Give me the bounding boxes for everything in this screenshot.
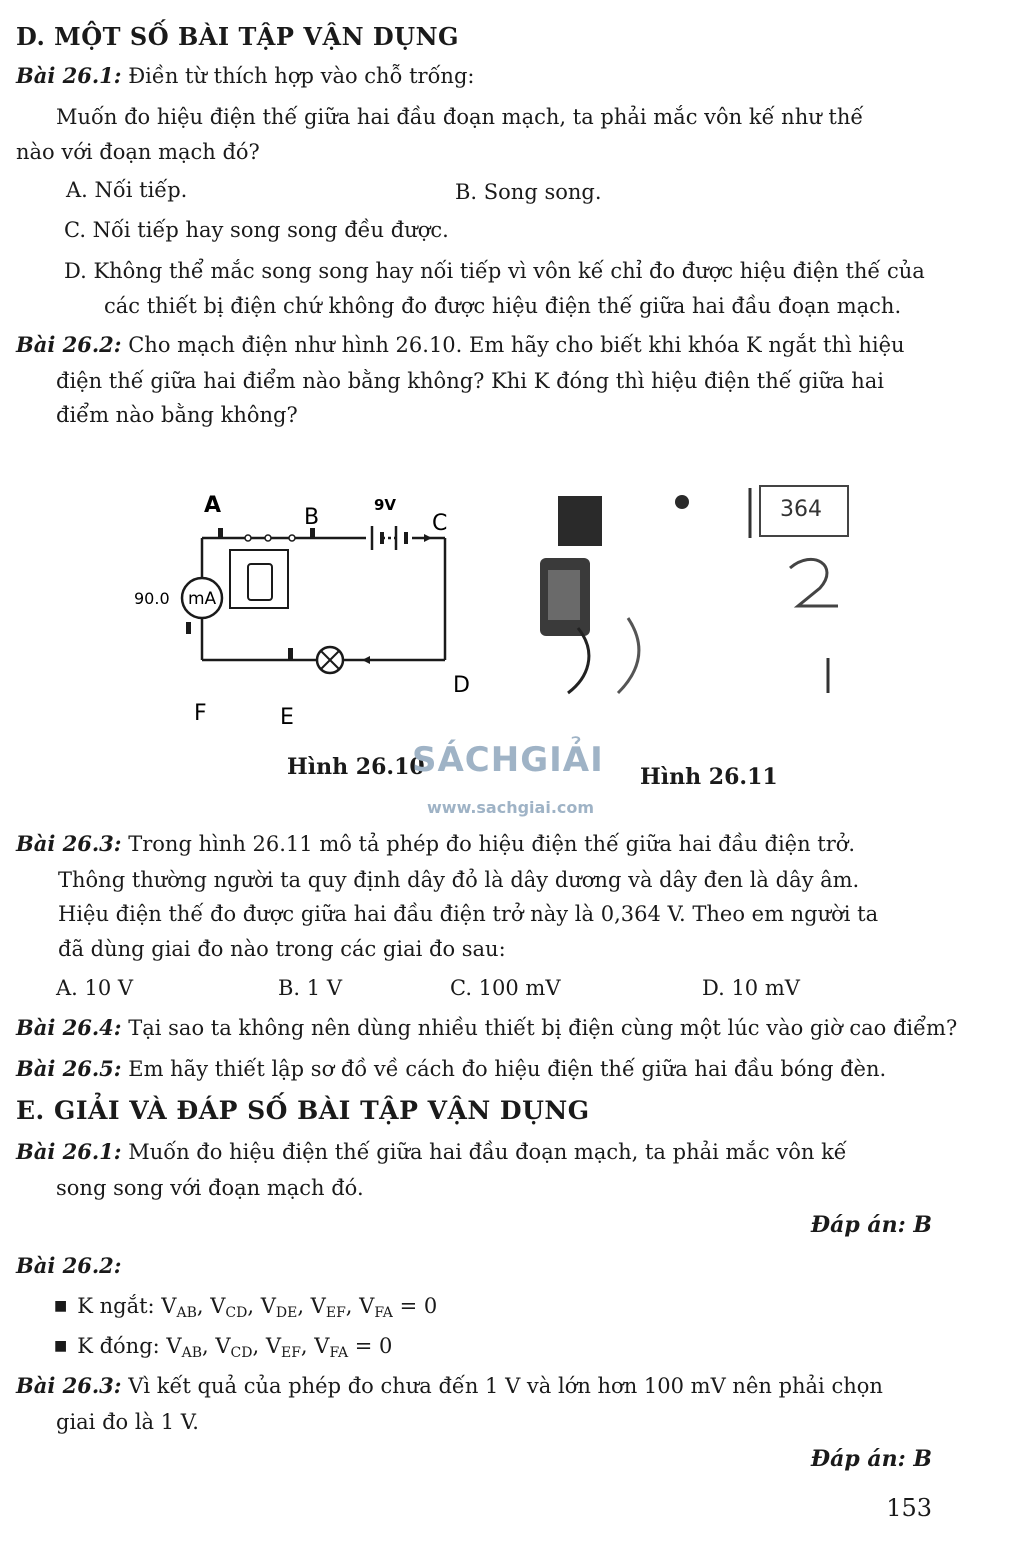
exercise-2-label: Bài 26.2:	[16, 332, 122, 357]
exercise-3-option-a: A. 10 V	[56, 976, 134, 1000]
solution-3-text-line1: Vì kết quả của phép đo chưa đến 1 V và lớn hơn 100 mV nên phải chọn	[128, 1374, 883, 1398]
exercise-1-instruction: Điền từ thích hợp vào chỗ trống:	[128, 64, 475, 88]
exercise-4	[16, 1014, 957, 1042]
arrow-right-icon	[424, 534, 432, 542]
knob-icon	[675, 495, 689, 509]
exercise-1-label: Bài 26.1:	[16, 63, 122, 88]
bullet-icon: ■	[54, 1338, 68, 1354]
solution-2-label: Bài 26.2:	[16, 1253, 122, 1278]
bullet-icon: ■	[54, 1298, 68, 1314]
exercise-4-label: Bài 26.4:	[16, 1015, 122, 1040]
exercise-1-option-b: B. Song song.	[455, 180, 602, 204]
exercise-5-label: Bài 26.5:	[16, 1056, 122, 1081]
exercise-3-line4: đã dùng giai đo nào trong các giai đo sau:	[58, 937, 506, 961]
point-f-label: F	[194, 701, 207, 726]
watermark-logo: SÁCHGIẢI	[412, 740, 604, 780]
exercise-3-line2: Thông thường người ta quy định dây đỏ là dây dương và dây đen là dây âm.	[58, 868, 860, 892]
terminal-2	[265, 535, 271, 541]
exercise-3-line1	[16, 830, 855, 858]
arrow-left-icon	[362, 656, 370, 664]
exercise-2-line3: điểm nào bằng không?	[56, 403, 298, 427]
closed-prefix: K đóng:	[77, 1334, 167, 1358]
probe-a	[218, 528, 223, 538]
solution-3-line2: giai đo là 1 V.	[56, 1410, 199, 1434]
watermark-url: www.sachgiai.com	[427, 798, 595, 817]
exercise-2-line2: điện thế giữa hai điểm nào bằng không? Khi K đóng thì hiệu điện thế giữa hai	[56, 369, 885, 393]
switch-rocker-icon	[248, 564, 272, 600]
page-number: 153	[886, 1494, 932, 1522]
resistor-body	[548, 570, 580, 620]
ammeter-label: mA	[188, 589, 217, 609]
solution-3-label: Bài 26.3:	[16, 1373, 122, 1398]
circuit-diagram	[120, 480, 480, 740]
exercise-1-question-line1: Muốn đo hiệu điện thế giữa hai đầu đoạn mạch, ta phải mắc vôn kế như thế	[56, 105, 864, 129]
open-prefix: K ngắt:	[77, 1294, 162, 1318]
solution-2-closed: ■ K đóng: $V_{AB}$, $V_{CD}$, $V_{EF}$, $V_{FA} = 0$	[54, 1334, 393, 1361]
probe-e	[288, 648, 293, 660]
exercise-1-option-a: A. Nối tiếp.	[66, 178, 188, 202]
exercise-2-line1	[16, 331, 905, 359]
exercise-1-option-d-line1: D. Không thể mắc song song hay nối tiếp vì vôn kế chỉ đo được hiệu điện thế của	[64, 259, 925, 283]
solution-1-line1	[16, 1138, 847, 1166]
exercise-3-line3: Hiệu điện thế đo được giữa hai đầu điện trở này là 0,364 V. Theo em người ta	[58, 902, 879, 926]
solution-1-text-line1: Muốn đo hiệu điện thế giữa hai đầu đoạn mạch, ta phải mắc vôn kế	[128, 1140, 847, 1164]
section-e-title: E. GIẢI VÀ ĐÁP SỐ BÀI TẬP VẬN DỤNG	[16, 1096, 590, 1125]
battery-label: 9V	[374, 496, 397, 514]
point-c-label: C	[432, 511, 448, 536]
exercise-1-header	[16, 62, 474, 90]
point-d-label: D	[453, 673, 470, 698]
exercise-5	[16, 1055, 886, 1083]
exercise-5-text: Em hãy thiết lập sơ đồ về cách đo hiệu điện thế giữa hai đầu bóng đèn.	[128, 1057, 887, 1081]
solution-2-open: ■ K ngắt: $V_{AB}$, $V_{CD}$, $V_{DE}$, $V_{EF}$, $V_{FA} = 0$	[54, 1294, 438, 1321]
solution-1-label: Bài 26.1:	[16, 1139, 122, 1164]
figure-26-10-caption: Hình 26.10	[287, 754, 425, 780]
figure-26-11-caption: Hình 26.11	[640, 764, 778, 790]
multimeter-reading: 364	[780, 497, 822, 522]
solution-1-line2: song song với đoạn mạch đó.	[56, 1176, 364, 1200]
solution-3-line1	[16, 1372, 883, 1400]
solution-1-answer: Đáp án: B	[810, 1212, 932, 1238]
terminal-1	[245, 535, 251, 541]
exercise-1-question-line2: nào với đoạn mạch đó?	[16, 140, 260, 164]
solution-3-answer: Đáp án: B	[810, 1446, 932, 1472]
exercise-3-option-c: C. 100 mV	[450, 976, 561, 1000]
exercise-4-text: Tại sao ta không nên dùng nhiều thiết bị điện cùng một lúc vào giờ cao điểm?	[128, 1016, 958, 1040]
exercise-1-option-d-line2: các thiết bị điện chứ không đo được hiệu điện thế giữa hai đầu đoạn mạch.	[104, 294, 902, 318]
point-e-label: E	[280, 705, 294, 730]
terminal-3	[289, 535, 295, 541]
section-d-title: D. MỘT SỐ BÀI TẬP VẬN DỤNG	[16, 22, 460, 51]
device-dark-block	[558, 496, 602, 546]
exercise-2-text-line1: Cho mạch điện như hình 26.10. Em hãy cho biết khi khóa K ngắt thì hiệu	[128, 333, 905, 357]
exercise-3-option-b: B. 1 V	[278, 976, 342, 1000]
probe-f	[186, 622, 191, 634]
measurement-photo	[528, 478, 868, 703]
exercise-3-label: Bài 26.3:	[16, 831, 122, 856]
exercise-3-text-line1: Trong hình 26.11 mô tả phép đo hiệu điện thế giữa hai đầu điện trở.	[128, 832, 856, 856]
point-b-label: B	[304, 505, 320, 530]
point-a-label: A	[204, 493, 222, 518]
exercise-3-option-d: D. 10 mV	[702, 976, 800, 1000]
ammeter-reading: 90.0	[134, 589, 170, 608]
exercise-1-option-c: C. Nối tiếp hay song song đều được.	[64, 218, 449, 242]
